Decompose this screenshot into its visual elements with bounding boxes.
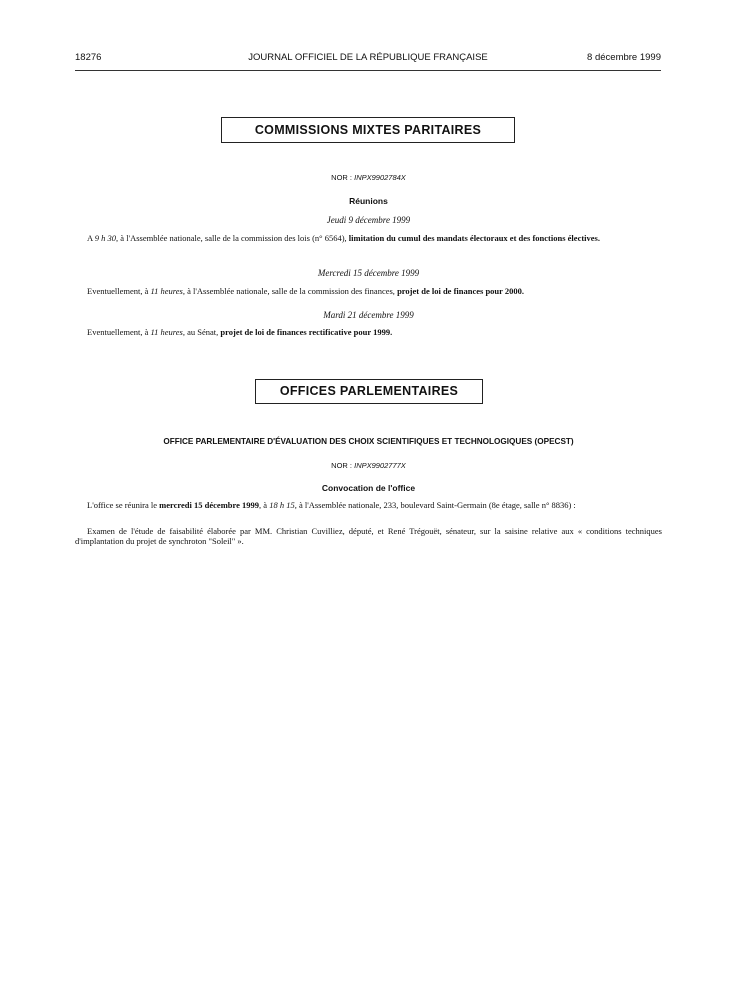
nor-reference-2: NOR : INPX9902777X: [331, 461, 406, 470]
heading-convocation: Convocation de l'office: [321, 483, 416, 493]
issue-date: 8 décembre 1999: [587, 52, 661, 63]
meeting-date-3: Mardi 21 décembre 1999: [323, 310, 414, 320]
page-header: [75, 52, 661, 74]
heading-reunions: Réunions: [349, 196, 388, 206]
convocation-paragraph: L'office se réunira le mercredi 15 décembre 1999, à 18 h 15, à l'Assemblée nationale, 233, boulevard Saint-Germain (8e étage, salle n° 8836) :: [87, 500, 576, 510]
agenda-paragraph: Examen de l'étude de faisabilité élaborée par MM. Christian Cuvilliez, député, et René Trégouët, sénateur, sur la saisine relative aux « conditions techniques d'implantation du projet de synchroton "Soleil" ».: [75, 526, 662, 546]
meeting-paragraph-1: A 9 h 30, à l'Assemblée nationale, salle de la commission des lois (n° 6564), limitation du cumul des mandats électoraux et des fonctions électives.: [87, 233, 600, 243]
section-title-commissions: COMMISSIONS MIXTES PARITAIRES: [221, 117, 515, 143]
section-title-offices: OFFICES PARLEMENTAIRES: [255, 379, 483, 404]
meeting-paragraph-3: Eventuellement, à 11 heures, au Sénat, projet de loi de finances rectificative pour 1999.: [87, 327, 393, 337]
journal-title: JOURNAL OFFICIEL DE LA RÉPUBLIQUE FRANÇAISE: [248, 52, 488, 63]
page-number: 18276: [75, 52, 102, 63]
header-rule: [75, 70, 661, 71]
meeting-paragraph-2: Eventuellement, à 11 heures, à l'Assemblée nationale, salle de la commission des finances, projet de loi de finances pour 2000.: [87, 286, 525, 296]
meeting-date-2: Mercredi 15 décembre 1999: [317, 268, 420, 278]
meeting-date-1: Jeudi 9 décembre 1999: [326, 215, 411, 225]
office-name: OFFICE PARLEMENTAIRE D'ÉVALUATION DES CHOIX SCIENTIFIQUES ET TECHNOLOGIQUES (OPECST): [163, 437, 574, 446]
nor-reference-1: NOR : INPX9902784X: [331, 173, 406, 182]
